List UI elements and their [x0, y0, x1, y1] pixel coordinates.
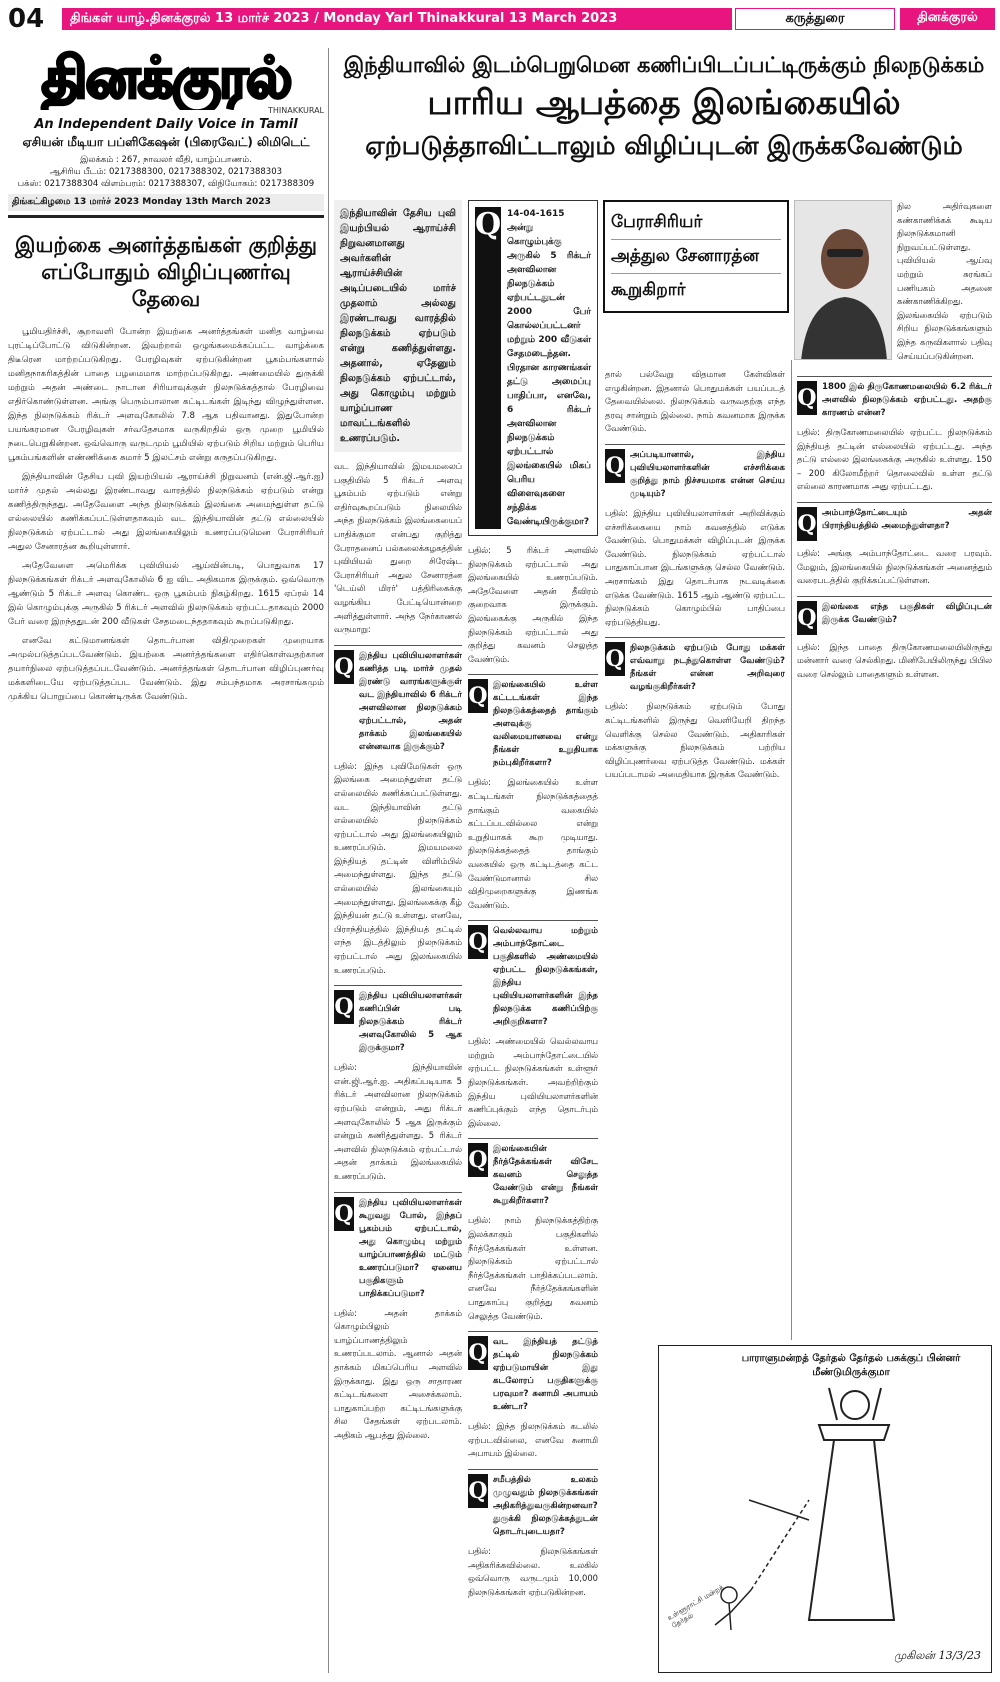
publisher-address: இலக்கம் : 267, நாவலர் வீதி, யாழ்ப்பாணம். — [80, 155, 252, 165]
answer-text: பதில்: இலங்கையில் உள்ள கட்டிடங்கள் நிலநடுக்கத்தைத் தாங்கும் வகையில் கட்டப்படவில்லை என்று உறுதியாகக் கூற முடியாது. நிலநடுக்கத்தைத் தாங்கும் வகையில் ஒரு கட்டிடத்தை கட்ட வேண்டுமானால் சில விதிமுறைகளுக்கு இணங்க வேண்டும். — [468, 777, 598, 910]
editorial-paragraph: இந்தியாவின் தேசிய புவி இயற்பியல் ஆராய்ச்சி நிறுவனம் (என்.ஜி.ஆர்.ஐ) மார்ச் முதல் அல்லது இரண்டாவது வாரத்தில் நிலநடுக்கம் ஏற்படும் என்று கணித்திருந்தது. அதேவேளை அந்த நிலநடுக்கம் இலங்கை அமைந்துள்ள தட்டு எல்லையில் கணிக்கப்பட்டுள்ளதாகவும் வட இந்தியாவின் தட்டு எல்லையில் நிலநடுக்கம் ஏற்பட்டால் அது இலங்கையிலும் உணரப்படுமென பேராசிரியர் அதுல சேனாரத்ன கூறியுள்ளார். — [8, 472, 324, 552]
article-column-4 — [797, 200, 992, 368]
article-subheadline: ஏற்படுத்தாவிட்டாலும் விழிப்புடன் இருக்கவேண்டும் — [365, 131, 963, 160]
question-mark-icon: Q — [468, 925, 488, 959]
editorial-title: இயற்கை அனர்த்தங்கள் குறித்து எப்போதும் விழிப்புணர்வு தேவை — [15, 233, 317, 311]
question-mark-icon: Q — [475, 207, 501, 529]
cartoon-label: உள்ளூராட்சி மன்றத் தேர்தல் — [665, 1583, 726, 1630]
editorial-paragraph: எனவே கட்டுமானங்கள் தொடர்பான விதிமுறைகள் முறையாக அமுல்படுத்தப்படவேண்டும். இயற்கை அனர்த்தங்களை எதிர்கொள்வதற்கான தயார்நிலை ஏற்படுத்தப்படவேண்டும். அனர்த்தங்கள் தொடர்பான விழிப்புணர்வு மக்களிடையே ஏற்படுத்தப்பட வேண்டும். இது சம்பந்தமாக அரசாங்கமும் முக்கிய பொறுப்பை கொண்டிருக்க வேண்டும். — [8, 636, 324, 702]
answer-text: பதில்: இந்திய புவியியலாளர்கள் அறிவிக்கும் எச்சரிக்கையை நாம் கவனத்தில் எடுக்க வேண்டும். பொதுமக்கள் விழிப்புடன் இருக்க வேண்டும். நிலநடுக்கம் ஏற்பட்டால் பாதுகாப்பான இடங்களுக்கு செல்ல வேண்டும். அரசாங்கம் இது தொடர்பாக நடவடிக்கை எடுக்க வேண்டும். 1615 ஆம் ஆண்டு ஏற்பட்ட நிலநடுக்கம் கொழும்பில் பாதிப்பை ஏற்படுத்தியது. — [605, 507, 785, 627]
brand-logo: தினக்குரல் — [900, 8, 995, 30]
publisher-name: ஏசியன் மீடியா பப்ளிகேஷன் (பிரைவேட்) லிமிடெட் — [22, 135, 310, 149]
article-column-1 — [334, 200, 462, 1448]
answer-text: பதில்: திருகோணமலையில் ஏற்பட்ட நிலநடுக்கம் இந்தியத் தட்டின் எல்லையில் ஏற்பட்டது. அந்த தட்டு எல்லை இலங்கைக்கு அருகில் உள்ளது. 150 – 200 கிலோமீற்றர் தொலைவில் உள்ள தட்டு எல்லை காரணமாக அது ஏற்பட்டது. — [797, 427, 992, 492]
article-paragraph: வட இந்தியாவில் இமயமலைப் பகுதியில் 5 ரிக்டர் அளவு பூகம்பம் ஏற்படும் என்று எதிர்வுகூறப்படும் நிலையில் அந்த நிலநடுக்கம் இலங்கையைப் பாதிக்குமா என்பது குறித்து பேராதனைப் பல்கலைக்கழகத்தின் புவியியல் துறை சிரேஷ்ட பேராசிரியர் அதுல சேனாரத்ன 'டெய்லி மிரர்' பத்திரிகைக்கு வழங்கிய பேட்டியொன்றை அளித்துள்ளார். அந்த நேர்காணல் வருமாறு: — [334, 461, 462, 635]
question-text: வட இந்தியத் தட்டுத் தட்டில் நிலநடுக்கம் ஏற்படுமாயின் இது கடலோரப் பகுதிகளுக்கு பரவுமா? சுனாமி அபாயம் உண்டா? — [493, 1337, 598, 1413]
answer-text: பதில்: இந்த புவிமேடுகள் ஒரு இலங்கை அமைந்துள்ள தட்டு எல்லையில் கணிக்கப்பட்டுள்ளது. வட இந்தியாவின் தட்டு எல்லையில் நிலநடுக்கம் ஏற்பட்டால் அது இலங்கையிலும் உணரப்படும். இமயமலை இந்தியத் தட்டின் விளிம்பில் அமைந்துள்ளது. இந்த தட்டு எல்லையில் இலங்கையும் அமைந்துள்ளது. இலங்கைக்கு கீழ் இந்தியன் தட்டு உள்ளது. எனவே, பிராந்தியத்தில் இந்தியத் தட்டில் எந்த இடத்திலும் நிலநடுக்கம் ஏற்பட்டால் அது இலங்கையில் உணரப்படும். — [334, 760, 462, 975]
question-mark-icon: Q — [797, 507, 817, 541]
question-mark-icon: Q — [334, 1197, 354, 1231]
article-kicker: இந்தியாவில் இடம்பெறுமென கணிப்பிடப்பட்டிருக்கும் நிலநடுக்கம் — [343, 53, 985, 77]
question-mark-icon: Q — [468, 1336, 488, 1370]
article-headline-block — [334, 50, 994, 164]
section-label: கருத்துரை — [735, 8, 895, 30]
article-column-3 — [605, 368, 785, 787]
newspaper-logo: தினக்குரல் — [41, 48, 291, 110]
question-mark-icon: Q — [797, 381, 817, 415]
article-column-4-lower — [797, 368, 992, 687]
logo-subtitle: THINAKKURAL — [267, 106, 324, 115]
question-mark-icon: Q — [468, 1143, 488, 1177]
answer-text: பதில்: இந்த நிலநடுக்கம் கடலில் ஏற்படவில்லை, எனவே சுனாமி அபாயம் இல்லை. — [468, 1421, 598, 1459]
answer-text: பதில்: நாம் நிலநடுக்கத்திற்கு இலக்காகும் பகுதிகளில் நீர்த்தேக்கங்கள் உள்ளன. நிலநடுக்கம் ஏற்பட்டால் நீர்த்தேக்கங்கள் பாதிக்கப்படலாம். எனவே நீர்த்தேக்கங்களின் பாதுகாப்பு குறித்து கவனம் செலுத்த வேண்டும். — [468, 1215, 598, 1321]
question-text: 1800 இல் திருகோணமலையில் 6.2 ரிக்டர் அளவில் நிலநடுக்கம் ஏற்பட்டது. அதற்கு காரணம் என்ன? — [822, 382, 992, 418]
masthead — [8, 48, 324, 218]
date-strip: திங்கள் யாழ்.தினக்குரல் 13 மார்ச் 2023 / Monday Yarl Thinakkural 13 March 2023 — [62, 8, 732, 30]
question-block — [468, 1138, 598, 1208]
question-block — [334, 985, 462, 1055]
answer-text: தால் பல்வேறு விதமான கேள்விகள் எழுகின்றன. இதனால் பொதுமக்கள் பயப்படத் தேவையில்லை. நிலநடுக்கம் வருவதற்கு எந்த தரவு சான்றும் இல்லை. நாம் கவனமாக இருக்க வேண்டும். — [605, 369, 785, 434]
column-divider — [328, 48, 329, 1673]
answer-text: பதில்: 5 ரிக்டர் அளவில் நிலநடுக்கம் ஏற்பட்டால் அது இலங்கையில் உணரப்படும். அதேவேளை அதன் தீவிரம் குறைவாக இருக்கும். இலங்கைக்கு அருகில் இந்த நிலநடுக்கம் ஏற்பட்டால் அது குறித்து கவனம் செலுத்த வேண்டும். — [468, 545, 598, 664]
question-text: அப்படியானால், இந்திய புவியியலாளர்களின் எச்சரிக்கை குறித்து நாம் நிச்சயமாக என்ன செய்ய முடியும்? — [630, 449, 785, 499]
editorial-paragraph: அதேவேளை அமெரிக்க புவியியல் ஆய்வின்படி, பொதுவாக 17 நிலநடுக்கங்கள் ரிக்டர் அளவுகோலில் 6 ஐ விட அதிகமாக இருக்கும். ஒவ்வொரு ஆண்டும் 5 ரிக்டர் அளவு கொண்ட ஒரு பூகம்பம் நிகழ்கிறது. 1615 ஏப்ரல் 14 இல் கொழும்புக்கு அருகில் 5 ரிக்டர் அளவில் நிலநடுக்கம் ஏற்பட்டதாகவும் 2000 பேர் வரை இறந்ததுடன் 200 வீடுகள் சேதமடைந்ததாகவும் கூறப்படுகிறது. — [8, 561, 324, 627]
byline-box — [603, 200, 789, 313]
question-block — [468, 674, 598, 770]
question-text: இந்திய புவியியலாளர்கள் கணித்த படி மார்ச் முதல் இரண்டு வாரங்களுக்குள் வட இந்தியாவில் 6 ரிக்டர் அளவிலான நிலநடுக்கம் ஏற்பட்டால், அதன் தாக்கம் இலங்கையில் என்னவாக இருக்கும்? — [359, 650, 462, 752]
question-mark-icon: Q — [605, 449, 625, 483]
question-text: இந்திய புவியியலாளர்கள் கணிப்பின் படி நிலநடுக்கம் ரிக்டர் அளவுகோலில் 5 ஆக இருக்குமா? — [359, 991, 462, 1054]
question-block — [468, 920, 598, 1029]
byline-name: அத்துல சேனாரத்ன — [611, 240, 781, 274]
masthead-date: திங்கட்கிழமை 13 மார்ச் 2023 Monday 13th March 2023 — [8, 194, 324, 211]
answer-text: பதில்: அதன் தாக்கம் கொழும்பிலும் யாழ்ப்பாணத்திலும் உணரப்படலாம். ஆனால் அதன் தாக்கம் மிகப்பெரிய அளவில் இருக்காது. இது ஒரு சாதாரண கட்டிடங்களை அசைக்கலாம். பாதுகாப்பற்ற கட்டிடங்களுக்கு சில சேதங்கள் ஏற்படலாம். அதிகம் ஆபத்து இல்லை. — [334, 1307, 462, 1440]
answer-text: நில அதிர்வுகளை கண்காணிக்கக் கூடிய நிலநடுக்கமானி நிறுவப்பட்டுள்ளது. புவியியல் ஆய்வு மற்றும் சுரங்கப் பணியகம் அதனை கண்காணிக்கிறது. இலங்கையில் ஏற்படும் சிறிய நிலநடுக்கங்களும் இந்த கருவிகளால் பதிவு செய்யப்படுகின்றன. — [897, 201, 992, 361]
question-block — [797, 502, 992, 541]
question-mark-icon: Q — [334, 650, 354, 684]
question-mark-icon: Q — [605, 642, 625, 676]
question-block — [797, 376, 992, 420]
article-lede: இந்தியாவின் தேசிய புவி இயற்பியல் ஆராய்ச்சி நிறுவனமானது அவர்களின் ஆராய்ச்சியின் அடிப்படையில் மார்ச் முதலாம் அல்லது இரண்டாவது வாரத்தில் நிலநடுக்கம் ஏற்படும் என்று கணித்துள்ளது. அதனால், ஏதேனும் நிலநடுக்கம் ஏற்பட்டால், அது கொழும்பு மற்றும் யாழ்ப்பாண மாவட்டங்களில் உணரப்படும். — [334, 200, 462, 452]
question-mark-icon: Q — [334, 990, 354, 1024]
question-mark-icon: Q — [468, 679, 488, 713]
question-block — [334, 645, 462, 754]
editorial-office: ஆசிரிய பீடம்: 0217388300, 0217388302, 0217388303 — [49, 167, 283, 177]
byline-title: பேராசிரியர் — [611, 206, 781, 240]
editorial-cartoon — [658, 1345, 992, 1673]
editorial-body — [8, 325, 324, 704]
tagline: An Independent Daily Voice in Tamil — [34, 117, 298, 132]
question-text: நிலநடுக்கம் ஏற்படும் போது மக்கள் எவ்வாறு நடந்துகொள்ள வேண்டும்? நீங்கள் என்ன அறிவுரை வழங்குகிறீர்கள்? — [630, 643, 785, 693]
question-block — [468, 1331, 598, 1414]
article-column-2 — [468, 200, 598, 1604]
page-number: 04 — [8, 4, 45, 34]
question-text: இலங்கையில் உள்ள கட்டடங்கள் இந்த நிலநடுக்கத்தைத் தாங்கும் அளவுக்கு வலிமையானவை என்று நீங்கள் உறுதியாக நம்புகிறீர்களா? — [493, 680, 598, 769]
question-text: அம்பாந்தோட்டையும் அதன் பிராந்தியத்தில் அமைந்துள்ளதா? — [822, 507, 992, 531]
answer-text: பதில்: இந்தியாவின் என்.ஜி.ஆர்.ஐ. அதிகப்படியாக 5 ரிக்டர் அளவிலான நிலநடுக்கம் ஏற்படும் என்றும், அது ரிக்டர் அளவுகோலில் 5 ஆக இருக்கும் என்றும் கணித்துள்ளது. 5 ரிக்டர் அளவில் நிலநடுக்கம் ஏற்பட்டால் அதன் தாக்கம் இலங்கையில் உணரப்படும். — [334, 1062, 462, 1181]
article-headline: பாரிய ஆபத்தை இலங்கையில் — [427, 83, 901, 123]
question-text: இந்திய புவியியலாளர்கள் கூறுவது போல், இந்தப் பூகம்பம் ஏற்பட்டால், அது கொழும்பு மற்றும் யாழ்ப்பாணத்தில் மட்டும் உணரப்படுமா? ஏனைய பகுதிகளும் பாதிக்கப்படுமா? — [359, 1197, 462, 1299]
contact-numbers: பக்ஸ்: 0217388304 விளம்பரம்: 0217388307, விநியோகம்: 0217388309 — [17, 179, 315, 189]
question-block — [334, 1192, 462, 1301]
question-text: இலங்கையின் நீர்த்தேக்கங்கள் விசேட கவனம் செலுத்த வேண்டும் என்று நீங்கள் கூறுகிறீர்களா? — [493, 1144, 598, 1207]
byline-says: கூறுகிறார் — [611, 280, 686, 300]
question-mark-icon: Q — [797, 601, 817, 635]
question-block — [605, 444, 785, 501]
question-mark-icon: Q — [468, 1474, 488, 1508]
question-text: சமீபத்தில் உலகம் முழுவதும் நிலநடுக்கங்கள் அதிகரித்துவருகின்றனவா? துருக்கி நிலநடுக்கத்துடன் தொடர்புடையதா? — [493, 1474, 598, 1537]
answer-text: பதில்: நிலநடுக்கங்கள் அதிகரிக்கவில்லை. உலகில் ஒவ்வொரு வருடமும் 10,000 நிலநடுக்கங்கள் ஏற்படுகின்றன. — [468, 1545, 598, 1597]
answer-text: பதில்: நிலநடுக்கம் ஏற்படும் போது கட்டிடங்களில் இருந்து வெளியேறி திறந்த வெளிக்கு செல்ல வேண்டும். அதிகாரிகள் மக்களுக்கு நிலநடுக்கம் பற்றிய விழிப்புணர்வை ஏற்படுத்த வேண்டும். மக்கள் பயப்படாமல் அமைதியாக இருக்க வேண்டும். — [605, 701, 785, 780]
cartoonist-signature: முகிலன் 13/3/23 — [894, 1649, 981, 1662]
question-text: இலங்கை எந்த பகுதிகள் விழிப்புடன் இருக்க வேண்டும்? — [822, 601, 992, 625]
page-header — [0, 0, 1000, 40]
answer-text: பதில்: அண்மையில் வெல்லவாய மற்றும் அம்பாந்தோட்டையில் ஏற்பட்ட நிலநடுக்கங்கள் உள்ளூர் நிலநடுக்கங்கள். அவற்றிற்கும் இந்திய புவியியலாளர்களின் கணிப்புக்கும் எந்த தொடர்பும் இல்லை. — [468, 1036, 598, 1128]
answer-text: பதில்: இந்த பாதை திருகோணமலையிலிருந்து மன்னார் வரை செல்கிறது. மினிபேயிலிருந்து பிபில வரை செல்லும் பாதைகளும் உள்ளன. — [797, 641, 992, 679]
highlight-question-box — [468, 200, 598, 536]
question-block — [797, 596, 992, 635]
editorial-paragraph: பூமியதிர்ச்சி, சூறாவளி போன்ற இயற்கை அனர்த்தங்கள் மனித வாழ்வை புரட்டிப்போட்டு விடுகின்றன. இவற்றால் ஒழுங்கமைக்கப்பட்ட வாழ்க்கை திடீரென மாற்றப்படுகிறது. பேரழிவுகள் ஏற்படுகின்றன பூகம்பங்களால் மனிதநாகரிகத்தின் பாதை பழமைமாக மாற்றப்படுகிறது. அண்மையில் துருக்கி மற்றும் அதன் அண்டை நாடான சிரியாவுக்குள் நிலநடுக்கத்தால் பேரழிவை எதிர்கொண்டுள்ளன. அங்கு பெரும்பாலான கட்டிடங்கள் இடிந்து விழுந்துள்ளன. இந்த நிலநடுக்கம் ரிக்டர் அளவுகோலில் 7.8 ஆக பதிவானது. இதுபோன்ற பயங்கரமான பேரழிவுகள் சர்வதேசமாக வருகிறதில் ஒரு முறை பூமியில் நடைபெறுகின்றன. ஒவ்வொரு வருடமும் பூமியில் ஏற்படும் சிறிய மற்றும் பெரிய பூகம்பங்களின் எண்ணிக்கை சுமார் 5 இலட்சம் என்று கருதப்படுகிறது. — [8, 327, 324, 463]
cartoon-caption: பாராளுமன்றத் தேர்தல் தேர்தல் பசுக்குப் பின்னர் மீண்டுமிருக்குமா — [741, 1353, 961, 1378]
question-text: வெல்லவாய மற்றும் அம்பாந்தோட்டை பகுதிகளில் அண்மையில் ஏற்பட்ட நிலநடுக்கங்கள், இந்திய புவியியலாளர்களின் இந்த நிலநடுக்க கணிப்பிற்கு அறிகுறிகளா? — [493, 926, 598, 1028]
question-block — [605, 637, 785, 694]
question-text: 14-04-1615 அன்று கொழும்புக்கு அருகில் 5 ரிக்டர் அளவிலான நிலநடுக்கம் ஏற்பட்டதுடன் 2000 பேர் கொல்லப்பட்டனர் மற்றும் 200 வீடுகள் சேதமடைந்தன. பிரதான காரணங்கள் தட்டு அமைப்பு பாதிப்பா, எனவே, 6 ரிக்டர் அளவிலான நிலநடுக்கம் ஏற்பட்டால் இலங்கையில் மிகப் பெரிய விளைவுகளை சந்திக்க வேண்டியிருக்குமா? — [507, 209, 591, 527]
left-column — [8, 48, 324, 1673]
question-block — [468, 1469, 598, 1539]
column-divider — [791, 360, 792, 1340]
answer-text: பதில்: அங்கு அம்பாந்தோட்டை வரை பரவும். மேலும், இலங்கையில் நிலநடுக்கங்கள் அனைத்தும் வரைபடத்தில் குறிக்கப்பட்டுள்ளன. — [797, 547, 992, 586]
